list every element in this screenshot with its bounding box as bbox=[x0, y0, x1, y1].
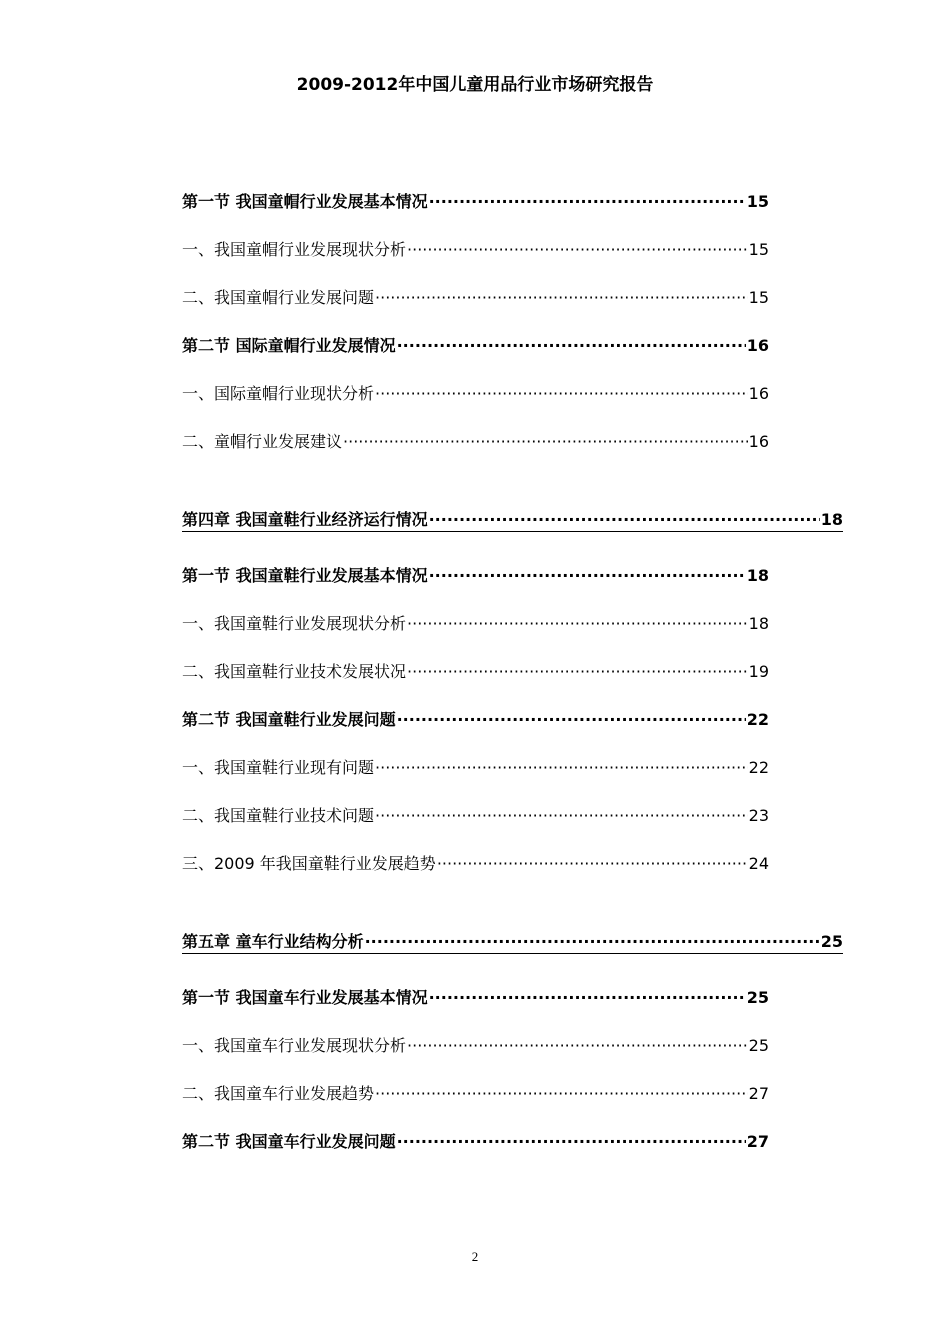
toc-entry-page: 16 bbox=[748, 432, 769, 451]
toc-entry-text: 第五章 童车行业结构分析 bbox=[182, 932, 364, 951]
toc-leader-dots bbox=[429, 192, 746, 211]
toc-entry-page: 23 bbox=[748, 806, 769, 825]
toc-entry-page: 16 bbox=[748, 384, 769, 403]
toc-entry-text: 第二节 我国童车行业发展问题 bbox=[182, 1132, 396, 1151]
toc-entry[interactable] bbox=[182, 985, 769, 1008]
toc-entry[interactable] bbox=[182, 1081, 769, 1104]
toc-entry[interactable] bbox=[182, 803, 769, 826]
toc-entry[interactable] bbox=[182, 611, 769, 634]
toc-entry-text: 三、2009 年我国童鞋行业发展趋势 bbox=[182, 854, 436, 873]
toc-chapter-entry[interactable] bbox=[182, 507, 843, 532]
toc-chapter-entry[interactable] bbox=[182, 929, 843, 954]
toc-entry[interactable] bbox=[182, 333, 769, 356]
toc-entry-page: 25 bbox=[820, 932, 843, 951]
toc-leader-dots bbox=[375, 384, 748, 403]
toc-entry[interactable] bbox=[182, 237, 769, 260]
toc-leader-dots bbox=[375, 1084, 748, 1103]
toc-leader-dots bbox=[365, 932, 820, 951]
toc-entry-page: 27 bbox=[748, 1084, 769, 1103]
toc-entry-text: 二、童帽行业发展建议 bbox=[182, 432, 343, 451]
toc-entry-page: 19 bbox=[748, 662, 769, 681]
toc-entry[interactable] bbox=[182, 285, 769, 308]
toc-entry[interactable] bbox=[182, 755, 769, 778]
toc-entry-text: 一、我国童车行业发展现状分析 bbox=[182, 1036, 407, 1055]
toc-entry-text: 一、我国童鞋行业现有问题 bbox=[182, 758, 375, 777]
toc-leader-dots bbox=[375, 288, 748, 307]
toc-leader-dots bbox=[397, 710, 746, 729]
toc-leader-dots bbox=[437, 854, 748, 873]
toc-entry-page: 18 bbox=[746, 566, 769, 585]
toc-entry[interactable] bbox=[182, 1129, 769, 1152]
toc-entry-text: 二、我国童鞋行业技术发展状况 bbox=[182, 662, 407, 681]
toc-entry-text: 第一节 我国童车行业发展基本情况 bbox=[182, 988, 428, 1007]
toc-entry[interactable] bbox=[182, 189, 769, 212]
toc-entry-text: 第一节 我国童帽行业发展基本情况 bbox=[182, 192, 428, 211]
toc-leader-dots bbox=[429, 566, 746, 585]
toc-leader-dots bbox=[407, 662, 748, 681]
page-number: 2 bbox=[471, 1249, 479, 1264]
toc-entry[interactable] bbox=[182, 707, 769, 730]
toc-entry-page: 18 bbox=[820, 510, 843, 529]
toc-entry-page: 18 bbox=[748, 614, 769, 633]
toc-entry[interactable] bbox=[182, 659, 769, 682]
toc-entry-text: 第四章 我国童鞋行业经济运行情况 bbox=[182, 510, 428, 529]
toc-entry-text: 一、我国童帽行业发展现状分析 bbox=[182, 240, 407, 259]
toc-entry-text: 二、我国童车行业发展趋势 bbox=[182, 1084, 375, 1103]
toc-leader-dots bbox=[429, 988, 746, 1007]
toc-entry-page: 27 bbox=[746, 1132, 769, 1151]
toc-entry-page: 25 bbox=[748, 1036, 769, 1055]
toc-entry-page: 22 bbox=[748, 758, 769, 777]
toc-entry[interactable] bbox=[182, 563, 769, 586]
toc-leader-dots bbox=[397, 1132, 746, 1151]
toc-leader-dots bbox=[343, 432, 748, 451]
toc-leader-dots bbox=[429, 510, 820, 529]
toc-leader-dots bbox=[407, 1036, 748, 1055]
toc-entry-page: 25 bbox=[746, 988, 769, 1007]
toc-leader-dots bbox=[407, 614, 748, 633]
toc-entry-text: 一、我国童鞋行业发展现状分析 bbox=[182, 614, 407, 633]
document-title: 2009-2012年中国儿童用品行业市场研究报告 bbox=[296, 75, 654, 95]
toc-entry[interactable] bbox=[182, 381, 769, 404]
toc-entry[interactable] bbox=[182, 851, 769, 874]
toc-entry-page: 22 bbox=[746, 710, 769, 729]
toc-entry-text: 二、我国童鞋行业技术问题 bbox=[182, 806, 375, 825]
toc-entry-text: 第一节 我国童鞋行业发展基本情况 bbox=[182, 566, 428, 585]
toc-leader-dots bbox=[375, 806, 748, 825]
toc-entry-text: 第二节 我国童鞋行业发展问题 bbox=[182, 710, 396, 729]
toc-leader-dots bbox=[407, 240, 748, 259]
toc-entry-page: 15 bbox=[748, 288, 769, 307]
toc-entry-text: 一、国际童帽行业现状分析 bbox=[182, 384, 375, 403]
toc-entry-page: 16 bbox=[746, 336, 769, 355]
toc-entry-text: 第二节 国际童帽行业发展情况 bbox=[182, 336, 396, 355]
toc-entry-page: 15 bbox=[746, 192, 769, 211]
toc-entry-text: 二、我国童帽行业发展问题 bbox=[182, 288, 375, 307]
toc-entry-page: 15 bbox=[748, 240, 769, 259]
toc-entry[interactable] bbox=[182, 429, 769, 452]
toc-entry[interactable] bbox=[182, 1033, 769, 1056]
toc-leader-dots bbox=[397, 336, 746, 355]
toc-leader-dots bbox=[375, 758, 748, 777]
toc-entry-page: 24 bbox=[748, 854, 769, 873]
